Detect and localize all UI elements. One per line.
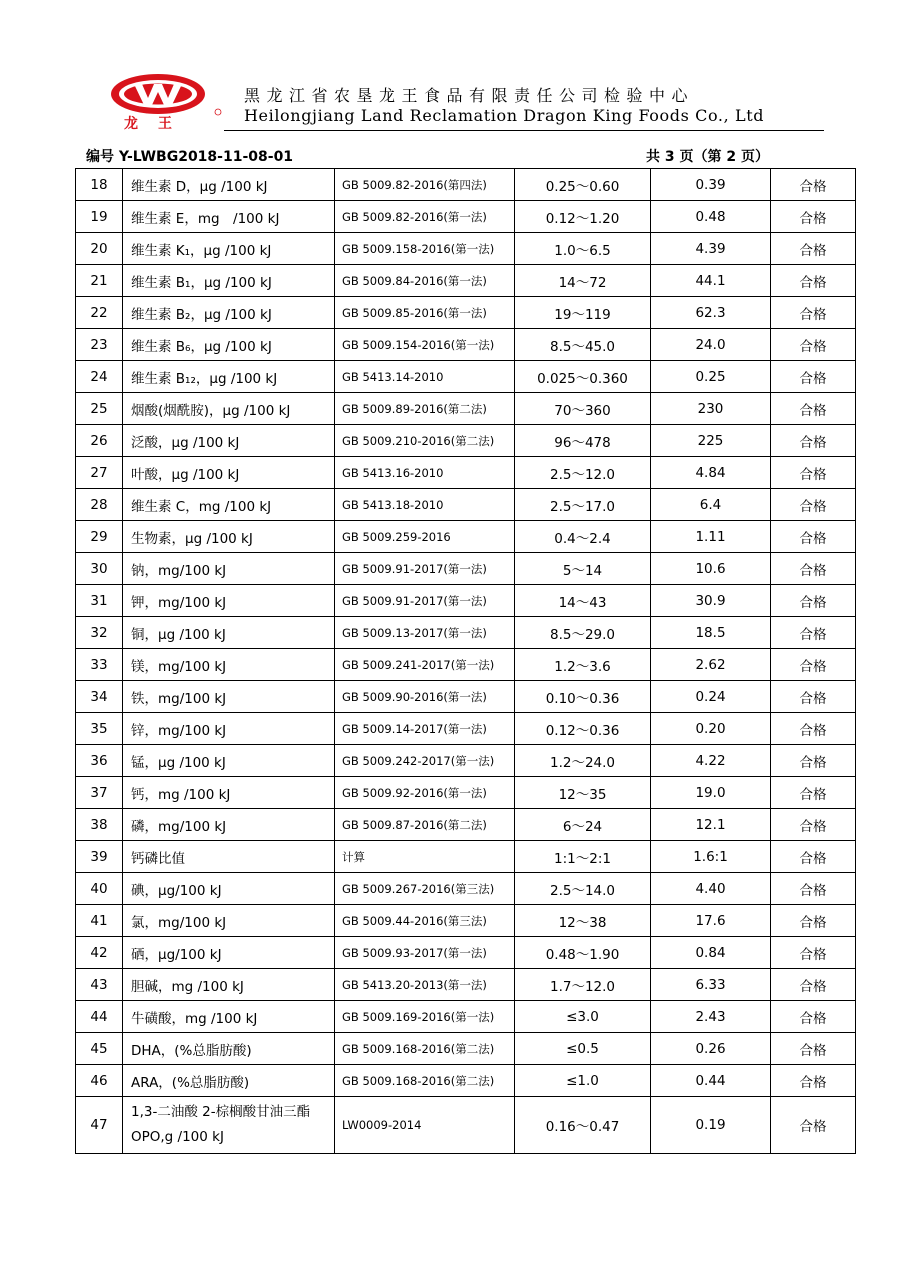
table-row [76,873,856,905]
test-method: GB 5009.93-2017(第一法) [335,937,515,969]
table-row [76,905,856,937]
row-number: 37 [76,777,123,809]
test-method: GB 5009.91-2017(第一法) [335,585,515,617]
result-verdict: 合格 [771,297,856,329]
standard-range: 8.5～45.0 [515,329,651,361]
measured-value: 10.6 [651,553,771,585]
row-number: 18 [76,169,123,201]
test-method: GB 5009.85-2016(第一法) [335,297,515,329]
standard-range: 2.5～17.0 [515,489,651,521]
test-method: GB 5009.154-2016(第一法) [335,329,515,361]
result-verdict: 合格 [771,553,856,585]
test-item: 钾，mg/100 kJ [123,585,335,617]
table-row [76,1097,856,1154]
test-method: GB 5009.82-2016(第一法) [335,201,515,233]
test-item: 硒，μg/100 kJ [123,937,335,969]
row-number: 39 [76,841,123,873]
test-item: 烟酸(烟酰胺)，μg /100 kJ [123,393,335,425]
result-verdict: 合格 [771,873,856,905]
test-item: 维生素 B₆，μg /100 kJ [123,329,335,361]
table-row [76,969,856,1001]
measured-value: 6.4 [651,489,771,521]
company-name-en: Heilongjiang Land Reclamation Dragon King Foods Co., Ltd [244,106,765,125]
table-row [76,329,856,361]
test-method: GB 5009.87-2016(第二法) [335,809,515,841]
row-number: 33 [76,649,123,681]
standard-range: 1.0～6.5 [515,233,651,265]
test-item: 钙，mg /100 kJ [123,777,335,809]
row-number: 36 [76,745,123,777]
table-row [76,169,856,201]
row-number: 46 [76,1065,123,1097]
measured-value: 0.84 [651,937,771,969]
standard-range: 14～43 [515,585,651,617]
row-number: 41 [76,905,123,937]
test-method: GB 5413.20-2013(第一法) [335,969,515,1001]
result-verdict: 合格 [771,777,856,809]
standard-range: 5～14 [515,553,651,585]
test-method: GB 5413.14-2010 [335,361,515,393]
row-number: 30 [76,553,123,585]
test-method: GB 5413.18-2010 [335,489,515,521]
row-number: 27 [76,457,123,489]
test-method: GB 5009.90-2016(第一法) [335,681,515,713]
measured-value: 6.33 [651,969,771,1001]
result-verdict: 合格 [771,649,856,681]
result-verdict: 合格 [771,265,856,297]
test-item: 维生素 E，mg /100 kJ [123,201,335,233]
row-number: 28 [76,489,123,521]
measured-value: 17.6 [651,905,771,937]
test-item: 锰，μg /100 kJ [123,745,335,777]
row-number: 29 [76,521,123,553]
standard-range: 0.025～0.360 [515,361,651,393]
test-item: 胆碱，mg /100 kJ [123,969,335,1001]
test-item: 氯，mg/100 kJ [123,905,335,937]
test-item: 铜，μg /100 kJ [123,617,335,649]
measured-value: 2.62 [651,649,771,681]
row-number: 23 [76,329,123,361]
row-number: 24 [76,361,123,393]
result-verdict: 合格 [771,425,856,457]
table-row [76,553,856,585]
measured-value: 44.1 [651,265,771,297]
standard-range: 12～35 [515,777,651,809]
standard-range: 2.5～14.0 [515,873,651,905]
result-verdict: 合格 [771,457,856,489]
test-method: GB 5009.168-2016(第二法) [335,1065,515,1097]
measured-value: 4.40 [651,873,771,905]
standard-range: 6～24 [515,809,651,841]
measured-value: 2.43 [651,1001,771,1033]
table-row [76,265,856,297]
table-row [76,201,856,233]
measured-value: 0.26 [651,1033,771,1065]
standard-range: 0.10～0.36 [515,681,651,713]
standard-range: 0.4～2.4 [515,521,651,553]
test-item: 钙磷比值 [123,841,335,873]
test-method: GB 5009.158-2016(第一法) [335,233,515,265]
table-row [76,489,856,521]
standard-range: 0.48～1.90 [515,937,651,969]
test-item: 叶酸，μg /100 kJ [123,457,335,489]
document-number: 编号 Y-LWBG2018-11-08-01 [86,149,294,165]
table-row [76,937,856,969]
table-row [76,809,856,841]
result-verdict: 合格 [771,681,856,713]
measured-value: 0.19 [651,1097,771,1154]
table-row [76,297,856,329]
row-number: 45 [76,1033,123,1065]
test-method: GB 5009.91-2017(第一法) [335,553,515,585]
page-indicator: 共 3 页（第 2 页） [646,149,769,165]
standard-range: 12～38 [515,905,651,937]
test-method: GB 5009.92-2016(第一法) [335,777,515,809]
test-method: GB 5009.13-2017(第一法) [335,617,515,649]
measured-value: 19.0 [651,777,771,809]
standard-range: 1:1～2:1 [515,841,651,873]
result-verdict: 合格 [771,361,856,393]
table-row [76,617,856,649]
test-item: 维生素 D，μg /100 kJ [123,169,335,201]
header-divider [224,130,824,131]
standard-range: 0.12～0.36 [515,713,651,745]
test-item: 磷，mg/100 kJ [123,809,335,841]
measured-value: 4.39 [651,233,771,265]
test-item: 钠，mg/100 kJ [123,553,335,585]
test-method: GB 5009.242-2017(第一法) [335,745,515,777]
test-item: 牛磺酸，mg /100 kJ [123,1001,335,1033]
test-method: GB 5009.14-2017(第一法) [335,713,515,745]
row-number: 32 [76,617,123,649]
result-verdict: 合格 [771,905,856,937]
test-item: 锌，mg/100 kJ [123,713,335,745]
standard-range: 0.16～0.47 [515,1097,651,1154]
result-verdict: 合格 [771,169,856,201]
test-method: GB 5009.259-2016 [335,521,515,553]
test-method: GB 5413.16-2010 [335,457,515,489]
row-number: 20 [76,233,123,265]
row-number: 26 [76,425,123,457]
standard-range: 8.5～29.0 [515,617,651,649]
result-verdict: 合格 [771,1097,856,1154]
standard-range: ≤3.0 [515,1001,651,1033]
row-number: 42 [76,937,123,969]
row-number: 43 [76,969,123,1001]
standard-range: 19～119 [515,297,651,329]
row-number: 34 [76,681,123,713]
measured-value: 18.5 [651,617,771,649]
row-number: 21 [76,265,123,297]
measured-value: 4.84 [651,457,771,489]
row-number: 40 [76,873,123,905]
table-row [76,649,856,681]
row-number: 44 [76,1001,123,1033]
result-verdict: 合格 [771,841,856,873]
test-item: 碘，μg/100 kJ [123,873,335,905]
standard-range: 96～478 [515,425,651,457]
test-item: 维生素 K₁，μg /100 kJ [123,233,335,265]
row-number: 22 [76,297,123,329]
test-method: GB 5009.168-2016(第二法) [335,1033,515,1065]
result-verdict: 合格 [771,617,856,649]
table-row [76,425,856,457]
table-row [76,521,856,553]
result-verdict: 合格 [771,329,856,361]
test-item: 1,3-二油酸 2-棕榈酸甘油三酯 OPO,g /100 kJ [123,1097,335,1154]
result-verdict: 合格 [771,1065,856,1097]
table-row [76,393,856,425]
test-method: GB 5009.267-2016(第三法) [335,873,515,905]
logo-text: 龙王 [124,116,192,130]
table-row [76,841,856,873]
result-verdict: 合格 [771,585,856,617]
measured-value: 62.3 [651,297,771,329]
measured-value: 1.11 [651,521,771,553]
result-verdict: 合格 [771,393,856,425]
report-header [0,0,910,140]
test-method: 计算 [335,841,515,873]
measured-value: 1.6:1 [651,841,771,873]
table-row [76,585,856,617]
test-item: ARA，(%总脂肪酸) [123,1065,335,1097]
measured-value: 4.22 [651,745,771,777]
measured-value: 30.9 [651,585,771,617]
standard-range: 1.2～3.6 [515,649,651,681]
test-method: GB 5009.241-2017(第一法) [335,649,515,681]
row-number: 47 [76,1097,123,1154]
measured-value: 12.1 [651,809,771,841]
test-item: 铁，mg/100 kJ [123,681,335,713]
standard-range: ≤0.5 [515,1033,651,1065]
result-verdict: 合格 [771,233,856,265]
result-verdict: 合格 [771,521,856,553]
test-item: DHA，(%总脂肪酸) [123,1033,335,1065]
test-item: 维生素 B₁₂，μg /100 kJ [123,361,335,393]
measured-value: 0.24 [651,681,771,713]
measured-value: 225 [651,425,771,457]
row-number: 31 [76,585,123,617]
standard-range: 1.7～12.0 [515,969,651,1001]
result-verdict: 合格 [771,937,856,969]
result-verdict: 合格 [771,809,856,841]
result-verdict: 合格 [771,201,856,233]
table-row [76,777,856,809]
test-item: 镁，mg/100 kJ [123,649,335,681]
table-row [76,361,856,393]
row-number: 35 [76,713,123,745]
test-item: 维生素 B₁，μg /100 kJ [123,265,335,297]
test-item: 维生素 B₂，μg /100 kJ [123,297,335,329]
table-row [76,233,856,265]
row-number: 25 [76,393,123,425]
result-verdict: 合格 [771,745,856,777]
row-number: 38 [76,809,123,841]
table-row [76,745,856,777]
measured-value: 0.39 [651,169,771,201]
result-verdict: 合格 [771,713,856,745]
test-item: 生物素，μg /100 kJ [123,521,335,553]
measured-value: 0.20 [651,713,771,745]
result-verdict: 合格 [771,969,856,1001]
measured-value: 0.44 [651,1065,771,1097]
standard-range: 0.25～0.60 [515,169,651,201]
standard-range: 0.12～1.20 [515,201,651,233]
test-method: LW0009-2014 [335,1097,515,1154]
table-row [76,1033,856,1065]
results-table [75,168,856,1154]
test-method: GB 5009.82-2016(第四法) [335,169,515,201]
measured-value: 0.48 [651,201,771,233]
test-item: 泛酸，μg /100 kJ [123,425,335,457]
test-method: GB 5009.89-2016(第二法) [335,393,515,425]
table-row [76,713,856,745]
measured-value: 0.25 [651,361,771,393]
standard-range: 1.2～24.0 [515,745,651,777]
results-table-body [76,169,856,1154]
standard-range: 14～72 [515,265,651,297]
table-row [76,1065,856,1097]
table-row [76,681,856,713]
result-verdict: 合格 [771,489,856,521]
table-row [76,1001,856,1033]
table-row [76,457,856,489]
test-method: GB 5009.169-2016(第一法) [335,1001,515,1033]
test-item: 维生素 C，mg /100 kJ [123,489,335,521]
company-logo [108,70,226,130]
company-name-cn: 黑龙江省农垦龙王食品有限责任公司检验中心 [244,86,695,105]
row-number: 19 [76,201,123,233]
test-method: GB 5009.210-2016(第二法) [335,425,515,457]
test-method: GB 5009.84-2016(第一法) [335,265,515,297]
standard-range: 2.5～12.0 [515,457,651,489]
standard-range: 70～360 [515,393,651,425]
test-method: GB 5009.44-2016(第三法) [335,905,515,937]
standard-range: ≤1.0 [515,1065,651,1097]
result-verdict: 合格 [771,1001,856,1033]
measured-value: 230 [651,393,771,425]
result-verdict: 合格 [771,1033,856,1065]
measured-value: 24.0 [651,329,771,361]
